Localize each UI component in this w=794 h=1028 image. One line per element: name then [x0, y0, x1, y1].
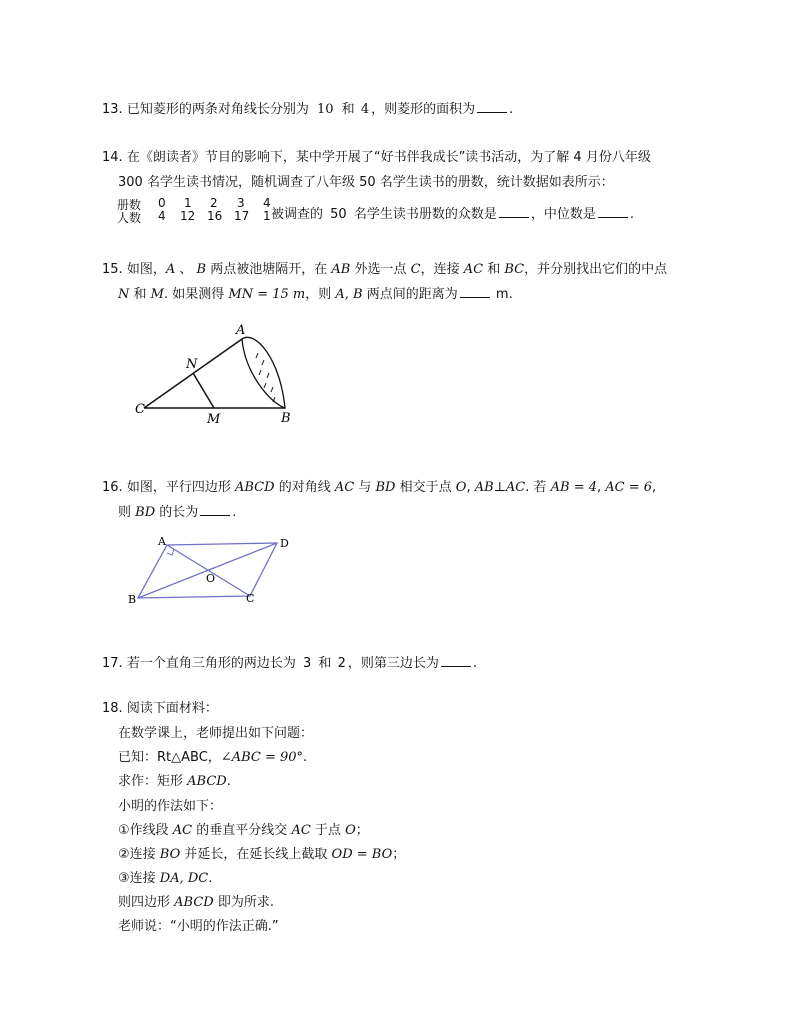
question-14-line1 [102, 146, 651, 165]
q16-BD: BD [375, 480, 396, 495]
q15-label-B: B [281, 411, 291, 426]
q16-number: 16. [102, 480, 123, 495]
q14-tail-b: 名学生读书册数的众数是 [353, 207, 497, 222]
q15-sep: 、 [179, 262, 193, 277]
q15-C: C [410, 262, 421, 277]
q14-line1: 在《朗读者》节目的影响下，某中学开展了“好书伴我成长”读书活动，为了解 4 月份八年级 [126, 150, 651, 165]
q15-B: B [196, 262, 207, 277]
q18-l7c: 并延长，在延长线上截取 [184, 847, 328, 862]
q18-l7b: BO [159, 847, 181, 862]
q15-N: N [118, 287, 130, 302]
q16-line2-a: 则 [118, 505, 132, 520]
q15-line1-e: ，并分别找出它们的中点 [524, 262, 668, 277]
q18-l2: 在数学课上，老师提出如下问题： [118, 726, 314, 741]
q18-l10: 老师说：“小明的作法正确.” [118, 919, 279, 934]
question-18-l7 [118, 843, 405, 862]
q15-AB2: A, B [335, 287, 363, 302]
q18-l9c: 即为所求. [217, 895, 274, 910]
question-14-line2 [118, 171, 614, 190]
question-18-l8 [118, 867, 212, 886]
q15-M: M [150, 287, 164, 302]
q15-number: 15. [102, 262, 123, 277]
q14-table-cell: 2 [210, 196, 218, 210]
q18-l6a: ①作线段 [118, 823, 169, 838]
q16-label-O: O [206, 572, 216, 585]
q17-answer-blank[interactable] [441, 654, 471, 667]
q16-line2-b: 的长为 [159, 505, 199, 520]
q18-l6d: AC [291, 823, 311, 838]
q16-BD2: BD [135, 505, 156, 520]
question-18-l6 [118, 819, 369, 838]
q18-l7a: ②连接 [118, 847, 156, 862]
q16-label-C: C [246, 592, 255, 605]
q18-l1: 阅读下面材料： [126, 701, 218, 716]
question-16-line1: 16. 如图，平行四边形 ABCD 的对角线 AC 与 BD 相交于点 O, AB⊥AC. 若 AB = 4, AC = 6, [102, 480, 657, 495]
q14-table-row1-label: 册数 [117, 198, 142, 212]
q18-l6c: 的垂直平分线交 [196, 823, 288, 838]
question-18-l9 [118, 891, 274, 910]
q18-number: 18. [102, 701, 123, 716]
q18-l8a: ③连接 [118, 871, 156, 886]
q16-label-D: D [280, 537, 289, 550]
q18-l4b: ABCD [187, 774, 227, 789]
q17-text-b: ，则第三边长为 [347, 656, 439, 671]
q16-O: O [455, 480, 467, 495]
q14-table-cell: 12 [180, 209, 196, 223]
q18-l7e: ； [392, 847, 406, 862]
q15-pond [242, 337, 285, 408]
q15-and: 和 [487, 262, 501, 277]
q15-answer-blank[interactable] [460, 285, 490, 298]
question-13 [102, 98, 513, 117]
q14-line2: 300 名学生读书情况，随机调查了八年级 50 名学生读书的册数，统计数据如表所示： [118, 175, 614, 190]
q14-table-cell: 4 [158, 209, 166, 223]
question-14-tail [271, 203, 634, 222]
question-15-line2 [118, 283, 513, 302]
q14-table-cell: 16 [207, 209, 223, 223]
q16-label-A: A [158, 535, 166, 548]
q15-line2-a: . 如果测得 [163, 287, 225, 302]
question-18-l1 [102, 697, 218, 716]
q18-l6e: 于点 [314, 823, 341, 838]
q18-l5: 小明的作法如下： [118, 799, 223, 814]
q14-table-cell: 17 [234, 209, 250, 223]
q17-end: . [472, 656, 477, 671]
q18-l7d: OD = BO [331, 847, 393, 862]
q16-diagonal-BD [138, 543, 277, 598]
q18-l3a: 已知：Rt△ABC， [118, 750, 221, 765]
q18-l9a: 则四边形 [118, 895, 171, 910]
question-18-l2 [118, 722, 313, 741]
q15-label-A: A [236, 323, 246, 338]
q15-AB: AB [331, 262, 351, 277]
q15-line1-b: 两点被池塘隔开，在 [210, 262, 328, 277]
q16-right-angle-mark [167, 549, 174, 555]
q15-figure [130, 318, 310, 430]
q17-and: 和 [318, 656, 332, 671]
q15-line2-b: ，则 [305, 287, 332, 302]
q14-table-row2-label: 人数 [117, 211, 142, 225]
q18-l4c: . [226, 774, 231, 789]
q14-tail-n: 50 [330, 207, 347, 222]
q16-end: . [232, 505, 237, 520]
q15-AC: AC [463, 262, 484, 277]
q13-number: 13. [102, 102, 123, 117]
q15-segment-NM [193, 373, 214, 408]
question-16-line2 [118, 501, 236, 520]
q15-label-M: M [207, 412, 221, 427]
question-18-l3 [118, 746, 307, 765]
q15-and2: 和 [133, 287, 147, 302]
question-15-line1 [102, 258, 667, 277]
q15-MN: MN = 15 m [228, 287, 306, 302]
q13-d1: 10 [316, 102, 334, 117]
q18-l9b: ABCD [174, 895, 214, 910]
q16-AB4: AB = 4 [550, 480, 597, 495]
q13-d2: 4 [360, 102, 370, 117]
question-18-l4 [118, 770, 231, 789]
q15-label-C: C [135, 402, 145, 417]
q13-and: 和 [341, 102, 355, 117]
q14-tail-c: ，中位数是 [530, 207, 596, 222]
q17-text-a: 若一个直角三角形的两边长为 [126, 656, 296, 671]
q16-with: 与 [358, 480, 372, 495]
q13-text-b: ，则菱形的面积为 [371, 102, 476, 117]
q16-AC: AC [334, 480, 355, 495]
q18-l4a: 求作：矩形 [118, 774, 184, 789]
q14-table-cell: 1 [263, 209, 271, 223]
q16-cond: AB⊥AC [474, 480, 526, 495]
q14-tail-a: 被调查的 [271, 207, 324, 222]
q17-number: 17. [102, 656, 123, 671]
q16-AC6: AC = 6 [605, 480, 653, 495]
q16-answer-blank[interactable] [200, 503, 230, 516]
q16-line1-b: 的对角线 [278, 480, 331, 495]
q14-tail-end: . [629, 207, 635, 222]
q18-l3b: ∠ABC = 90° [220, 750, 304, 765]
q16-line1-d: . 若 [525, 480, 547, 495]
q16-line1-a: 如图，平行四边形 [126, 480, 231, 495]
q15-BC: BC [504, 262, 525, 277]
q14-table-cell: 0 [158, 196, 166, 210]
q15-end: . [508, 287, 513, 302]
q14-number: 14. [102, 150, 123, 165]
q16-ABCD: ABCD [234, 480, 275, 495]
q15-line1-d: ，连接 [420, 262, 460, 277]
q15-label-N: N [186, 357, 198, 372]
q14-table-cell: 4 [263, 196, 271, 210]
q16-line1-c: 相交于点 [399, 480, 452, 495]
q18-l6b: AC [172, 823, 193, 838]
q18-l8b: DA, DC [159, 871, 209, 886]
q13-answer-blank[interactable] [477, 100, 507, 113]
question-17 [102, 652, 477, 671]
q15-A: A [165, 262, 176, 277]
q18-l8c: . [208, 871, 213, 886]
q13-end: . [509, 102, 514, 117]
q14-table-cell: 3 [237, 196, 245, 210]
question-18-l10 [118, 915, 279, 934]
q16-label-B: B [128, 593, 137, 606]
q18-l3c: . [303, 750, 308, 765]
q13-text-a: 已知菱形的两条对角线长分别为 [126, 102, 309, 117]
q15-line2-c: 两点间的距离为 [366, 287, 458, 302]
question-18-l5 [118, 795, 222, 814]
q15-line1-c: 外选一点 [354, 262, 407, 277]
q15-line1-a: 如图， [126, 262, 166, 277]
q14-mode-blank[interactable] [499, 205, 529, 218]
q17-s2: 2 [337, 656, 346, 671]
q18-l6f: O [345, 823, 356, 838]
q15-unit: m [495, 287, 509, 302]
q16-figure [122, 533, 302, 609]
q14-median-blank[interactable] [598, 205, 628, 218]
q18-l6g: ； [355, 823, 369, 838]
q17-s1: 3 [302, 656, 312, 671]
q14-table-cell: 1 [184, 196, 192, 210]
